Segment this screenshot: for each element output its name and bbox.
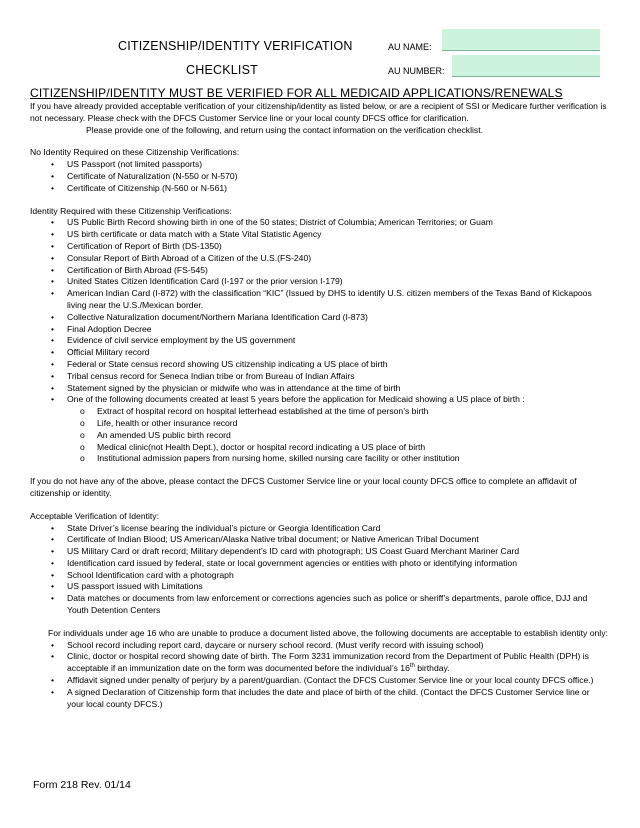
item-text: Clinic, doctor or hospital record showing date of birth. The Form 3231 immunization record from the Department of Public Health (DPH) is acceptable if an immunization date on the form was documented before the individual’s 16 [67, 651, 589, 674]
list-item-text: One of the following documents created at least 5 years before the application for Medicaid showing a US place of birth : [67, 394, 525, 405]
acceptable-identity-heading: Acceptable Verification of Identity: [30, 510, 159, 521]
item-text: birthday. [414, 663, 450, 674]
identity-required-list [30, 217, 608, 465]
list-item: • United States Citizen Identification Card (I-197 or the prior version I-179) [67, 276, 608, 288]
sub-list-item: o An amended US public birth record [97, 430, 608, 442]
list-item: • Identification card issued by federal, state or local government agencies or entities with photo or identifying information [67, 558, 608, 570]
list-item: • State Driver’s license bearing the individual’s picture or Georgia Identification Card [67, 523, 608, 535]
list-item: • US Passport (not limited passports) [67, 159, 608, 171]
list-item: • Certificate of Citizenship (N-560 or N-561) [67, 183, 608, 195]
au-name-field[interactable] [442, 29, 600, 51]
list-item-with-sublist [67, 394, 608, 465]
sub-list-item: o Life, health or other insurance record [97, 418, 608, 430]
no-documents-paragraph: If you do not have any of the above, please contact the DFCS Customer Service line or your local county DFCS office to complete an affidavit of citizenship or identity. [30, 476, 577, 498]
ordinal-suffix: th [409, 663, 415, 670]
under-16-paragraph: For individuals under age 16 who are unable to produce a document listed above, the following documents are acceptable to establish identity only: [48, 627, 608, 638]
list-item: • Tribal census record for Seneca Indian tribe or from Bureau of Indian Affairs [67, 371, 608, 383]
list-item: • US Public Birth Record showing birth in one of the 50 states; District of Columbia; American Territories; or Guam [67, 217, 608, 229]
list-item: • US passport issued with Limitations [67, 581, 608, 593]
list-item: • School Identification card with a photograph [67, 570, 608, 582]
list-item: • Certification of Birth Abroad (FS-545) [67, 265, 608, 277]
list-item: • Affidavit signed under penalty of perjury by a parent/guardian. (Contact the DFCS Customer Service line or your local county DFCS office.) [67, 675, 608, 687]
list-item: • Final Adoption Decree [67, 324, 608, 336]
list-item [67, 651, 608, 675]
list-item: • Data matches or documents from law enforcement or corrections agencies such as police or sheriff’s departments, parole office, DJJ and Youth Detention Centers [67, 593, 608, 617]
form-revision: Form 218 Rev. 01/14 [33, 779, 131, 791]
instruction-text: Please provide one of the following, and return using the contact information on the verification checklist. [86, 124, 483, 135]
list-item: • A signed Declaration of Citizenship form that includes the date and place of birth of the child. (Contact the DFCS Customer Service line or your local county DFCS.) [67, 687, 608, 711]
sub-list-item: o Extract of hospital record on hospital letterhead established at the time of person’s birth [97, 406, 608, 418]
list-item: • Official Military record [67, 347, 608, 359]
sub-list-item: o Institutional admission papers from nursing home, skilled nursing care facility or other institution [97, 453, 608, 465]
list-item: • Certificate of Naturalization (N-550 or N-570) [67, 171, 608, 183]
no-identity-list [30, 159, 608, 194]
list-item: • School record including report card, daycare or nursery school record. (Must verify record with issuing school) [67, 640, 608, 652]
au-name-label: AU NAME: [388, 42, 432, 52]
list-item: • US birth certificate or data match with a State Vital Statistic Agency [67, 229, 608, 241]
list-item: • Consular Report of Birth Abroad of a Citizen of the U.S.(FS-240) [67, 253, 608, 265]
no-identity-heading: No Identity Required on these Citizenship Verifications: [30, 147, 240, 158]
form-title: CITIZENSHIP/IDENTITY VERIFICATION [118, 39, 353, 53]
list-item: • American Indian Card (I-872) with the classification “KIC” (Issued by DHS to identify U.S. citizen members of the Texas Band of Kickapoos living near the U.S./Mexican border. [67, 288, 608, 312]
list-item: • Federal or State census record showing US citizenship indicating a US place of birth [67, 359, 608, 371]
list-item: • Certification of Report of Birth (DS-1350) [67, 241, 608, 253]
list-item: • Evidence of civil service employment by the US government [67, 335, 608, 347]
intro-paragraph: If you have already provided acceptable verification of your citizenship/identity as listed below, or are a recipient of SSI or Medicare further verification is not necessary. Please check with the DFCS Customer Service line or your local county DFCS office for clarification. [30, 101, 607, 123]
sub-list [67, 406, 608, 465]
list-item: • Statement signed by the physician or midwife who was in attendance at the time of birth [67, 383, 608, 395]
list-item: • Collective Naturalization document/Northern Mariana Identification Card (I-873) [67, 312, 608, 324]
sub-list-item: o Medical clinic(not Health Dept.), doctor or hospital record indicating a US place of birth [97, 442, 608, 454]
under-16-list [30, 640, 608, 711]
acceptable-identity-list [30, 523, 608, 617]
form-subtitle: CHECKLIST [186, 63, 258, 77]
list-item: • Certificate of Indian Blood; US American/Alaska Native tribal document; or Native American Tribal Document [67, 534, 608, 546]
list-item: • US Military Card or draft record; Military dependent’s ID card with photograph; US Coast Guard Merchant Mariner Card [67, 546, 608, 558]
au-number-field[interactable] [452, 55, 600, 77]
form-body [30, 101, 608, 710]
au-number-label: AU NUMBER: [388, 66, 445, 76]
medicaid-banner: CITIZENSHIP/IDENTITY MUST BE VERIFIED FOR ALL MEDICAID APPLICATIONS/RENEWALS [30, 86, 563, 100]
identity-required-heading: Identity Required with these Citizenship Verifications: [30, 205, 232, 216]
